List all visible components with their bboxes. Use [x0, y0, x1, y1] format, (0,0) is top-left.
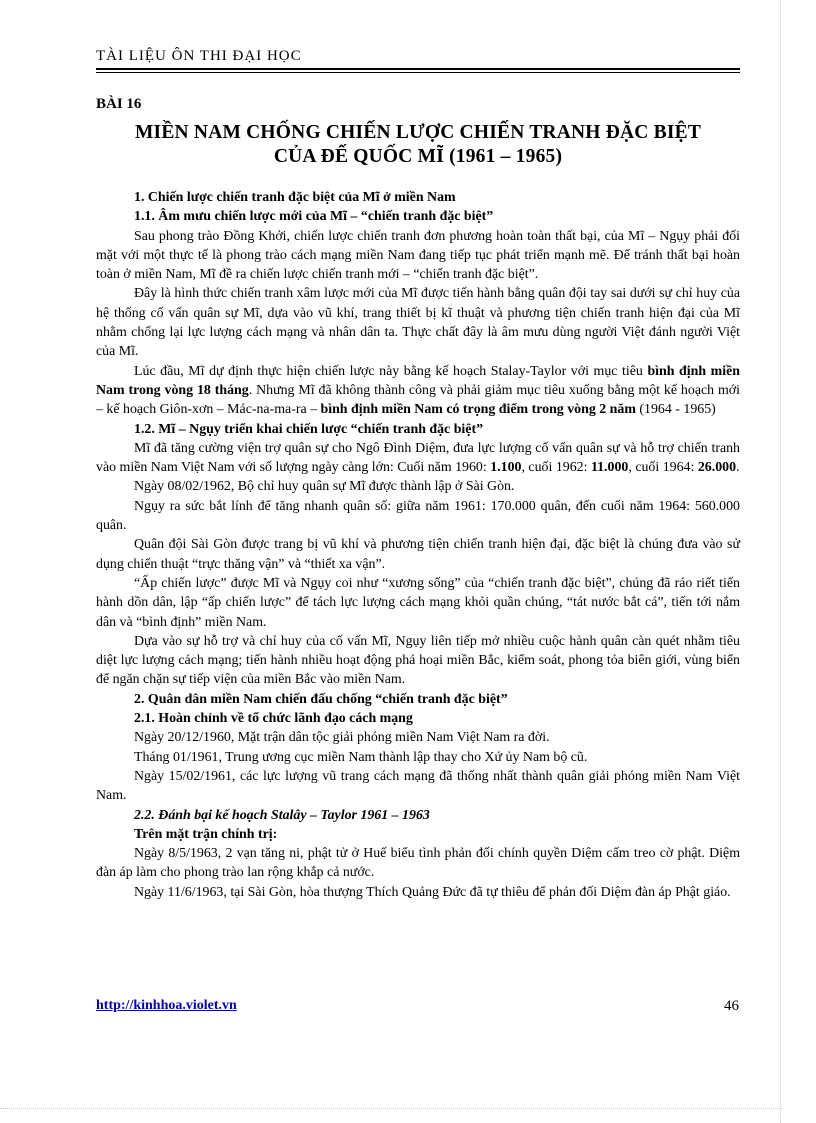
- paragraph: [96, 439, 740, 478]
- page-margin-guide-horizontal: [0, 1108, 780, 1109]
- header-title: TÀI LIỆU ÔN THI ĐẠI HỌC: [96, 48, 302, 64]
- text-run: , cuối 1962:: [521, 460, 591, 476]
- text-run: Mĩ đã tăng cường viện trợ quân sự cho Ngô Đình Diệm, đưa lực lượng cố vấn quân sự và hỗ trợ chiến tranh vào miền Nam Việt Nam với số lượng ngày càng lớn: Cuối năm 1960:: [96, 440, 740, 476]
- title-line-2: CỦA ĐẾ QUỐC MĨ (1961 – 1965): [273, 146, 563, 167]
- subsection-heading: 2.2. Đánh bại kế hoạch Stalây – Taylor 1961 – 1963: [134, 807, 430, 823]
- paragraph: Đây là hình thức chiến tranh xâm lược mới của Mĩ được tiến hành bằng quân đội tay sai dưới sự chỉ huy của hệ thống cố vấn quân sự Mĩ, dựa vào vũ khí, trang thiết bị kĩ thuật và phương tiện chiến tranh hiện đại của Mĩ nhằm chống lại lực lượng cách mạng và nhân dân ta. Thực chất đây là âm mưu dùng người Việt đánh người Việt của Mĩ.: [96, 286, 740, 360]
- text-run: .: [736, 460, 740, 476]
- document-body: [96, 188, 740, 902]
- paragraph: Ngày 15/02/1961, các lực lượng vũ trang cách mạng đã thống nhất thành quân giải phóng miền Nam Việt Nam.: [96, 768, 740, 804]
- bold-text: 26.000: [697, 460, 737, 476]
- footer-website-link[interactable]: http://kinhhoa.violet.vn: [96, 998, 237, 1013]
- paragraph: [96, 362, 740, 420]
- paragraph: Dựa vào sự hỗ trợ và chỉ huy của cố vấn Mĩ, Ngụy liên tiếp mở nhiều cuộc hành quân càn quét nhằm tiêu diệt lực lượng cách mạng; tiến hành nhiều hoạt động phá hoại miền Bắc, kiểm soát, phong tỏa biên giới, vùng biển để ngăn chặn sự tiếp viện của miền Bắc vào miền Nam.: [96, 633, 740, 688]
- section-heading: 2. Quân dân miền Nam chiến đấu chống “chiến tranh đặc biệt”: [134, 691, 508, 707]
- text-run: . Nhưng Mĩ đã không thành công và phải giảm mục tiêu xuống bằng một kế hoạch mới – kế hoạch Giôn-xơn – Mác-na-ma-ra –: [96, 382, 741, 418]
- section-heading: 1. Chiến lược chiến tranh đặc biệt của Mĩ ở miền Nam: [134, 190, 456, 205]
- subsection-heading: 2.1. Hoàn chỉnh về tổ chức lãnh đạo cách mạng: [134, 711, 413, 727]
- text-run: Lúc đầu, Mĩ dự định thực hiện chiến lược này bằng kế hoạch Stalay-Taylor với mục tiêu: [134, 363, 648, 379]
- header-rule-thin: [96, 72, 740, 73]
- paragraph: Quân đội Sài Gòn được trang bị vũ khí và phương tiện chiến tranh hiện đại, đặc biệt là chúng đưa vào sử dụng chiến thuật “trực thăng vận” và “thiết xa vận”.: [96, 537, 740, 572]
- paragraph: Sau phong trào Đồng Khởi, chiến lược chiến tranh đơn phương hoàn toàn thất bại, của Mĩ – Ngụy phải đối mặt với một thực tế là phong trào cách mạng miền Nam đang tiếp tục phát triển mạnh mẽ. Để tránh thất bại hoàn toàn ở miền Nam, Mĩ đề ra chiến lược chiến tranh mới – “chiến tranh đặc biệt”.: [96, 228, 740, 283]
- subsection-heading: 1.2. Mĩ – Ngụy triển khai chiến lược “chiến tranh đặc biệt”: [134, 421, 484, 437]
- paragraph: Ngày 20/12/1960, Mặt trận dân tộc giải phóng miền Nam Việt Nam ra đời.: [134, 730, 550, 746]
- bold-text: 1.100: [490, 460, 522, 476]
- text-run: , cuối 1964:: [628, 460, 698, 476]
- paragraph: “Ấp chiến lược” được Mĩ và Ngụy coi như “xương sống” của “chiến tranh đặc biệt”, chúng đã ráo riết tiến hành dồn dân, lập “ấp chiến lược” để tách lực lượng cách mạng khỏi quần chúng, “tát nước bắt cá”, tiến tới nắm dân và “bình định” miền Nam.: [96, 575, 740, 630]
- paragraph: Ngày 8/5/1963, 2 vạn tăng ni, phật tử ở Huế biểu tình phản đối chính quyền Diệm cấm treo cờ phật. Diệm đàn áp làm cho phong trào lan rộng khắp cả nước.: [96, 846, 740, 881]
- lesson-number: BÀI 16: [96, 96, 142, 112]
- bold-text: bình định miền Nam có trọng điểm trong vòng 2 năm: [320, 402, 636, 418]
- page-title: [96, 121, 740, 169]
- title-line-1: MIỀN NAM CHỐNG CHIẾN LƯỢC CHIẾN TRANH ĐẶC BIỆT: [134, 122, 702, 143]
- paragraph: Ngụy ra sức bắt lính để tăng nhanh quân số: giữa năm 1961: 170.000 quân, đến cuối năm 1964: 560.000 quân.: [96, 498, 740, 534]
- subsection-heading: 1.1. Âm mưu chiến lược mới của Mĩ – “chiến tranh đặc biệt”: [134, 209, 494, 225]
- paragraph: Ngày 11/6/1963, tại Sài Gòn, hòa thượng Thích Quảng Đức đã tự thiêu để phản đối Diệm đàn áp Phật giáo.: [134, 884, 731, 900]
- text-run: (1964 - 1965): [635, 402, 716, 418]
- header-rule-thick: [96, 68, 740, 70]
- page-number: 46: [724, 998, 739, 1014]
- page-margin-guide-vertical: [780, 0, 781, 1123]
- paragraph: Ngày 08/02/1962, Bộ chỉ huy quân sự Mĩ được thành lập ở Sài Gòn.: [134, 479, 515, 495]
- sub-heading: Trên mặt trận chính trị:: [134, 826, 278, 842]
- bold-text: 11.000: [590, 460, 629, 476]
- paragraph: Tháng 01/1961, Trung ương cục miền Nam thành lập thay cho Xứ ủy Nam bộ cũ.: [134, 749, 588, 765]
- bold-text: bình định miền Nam trong vòng 18 tháng: [96, 363, 740, 398]
